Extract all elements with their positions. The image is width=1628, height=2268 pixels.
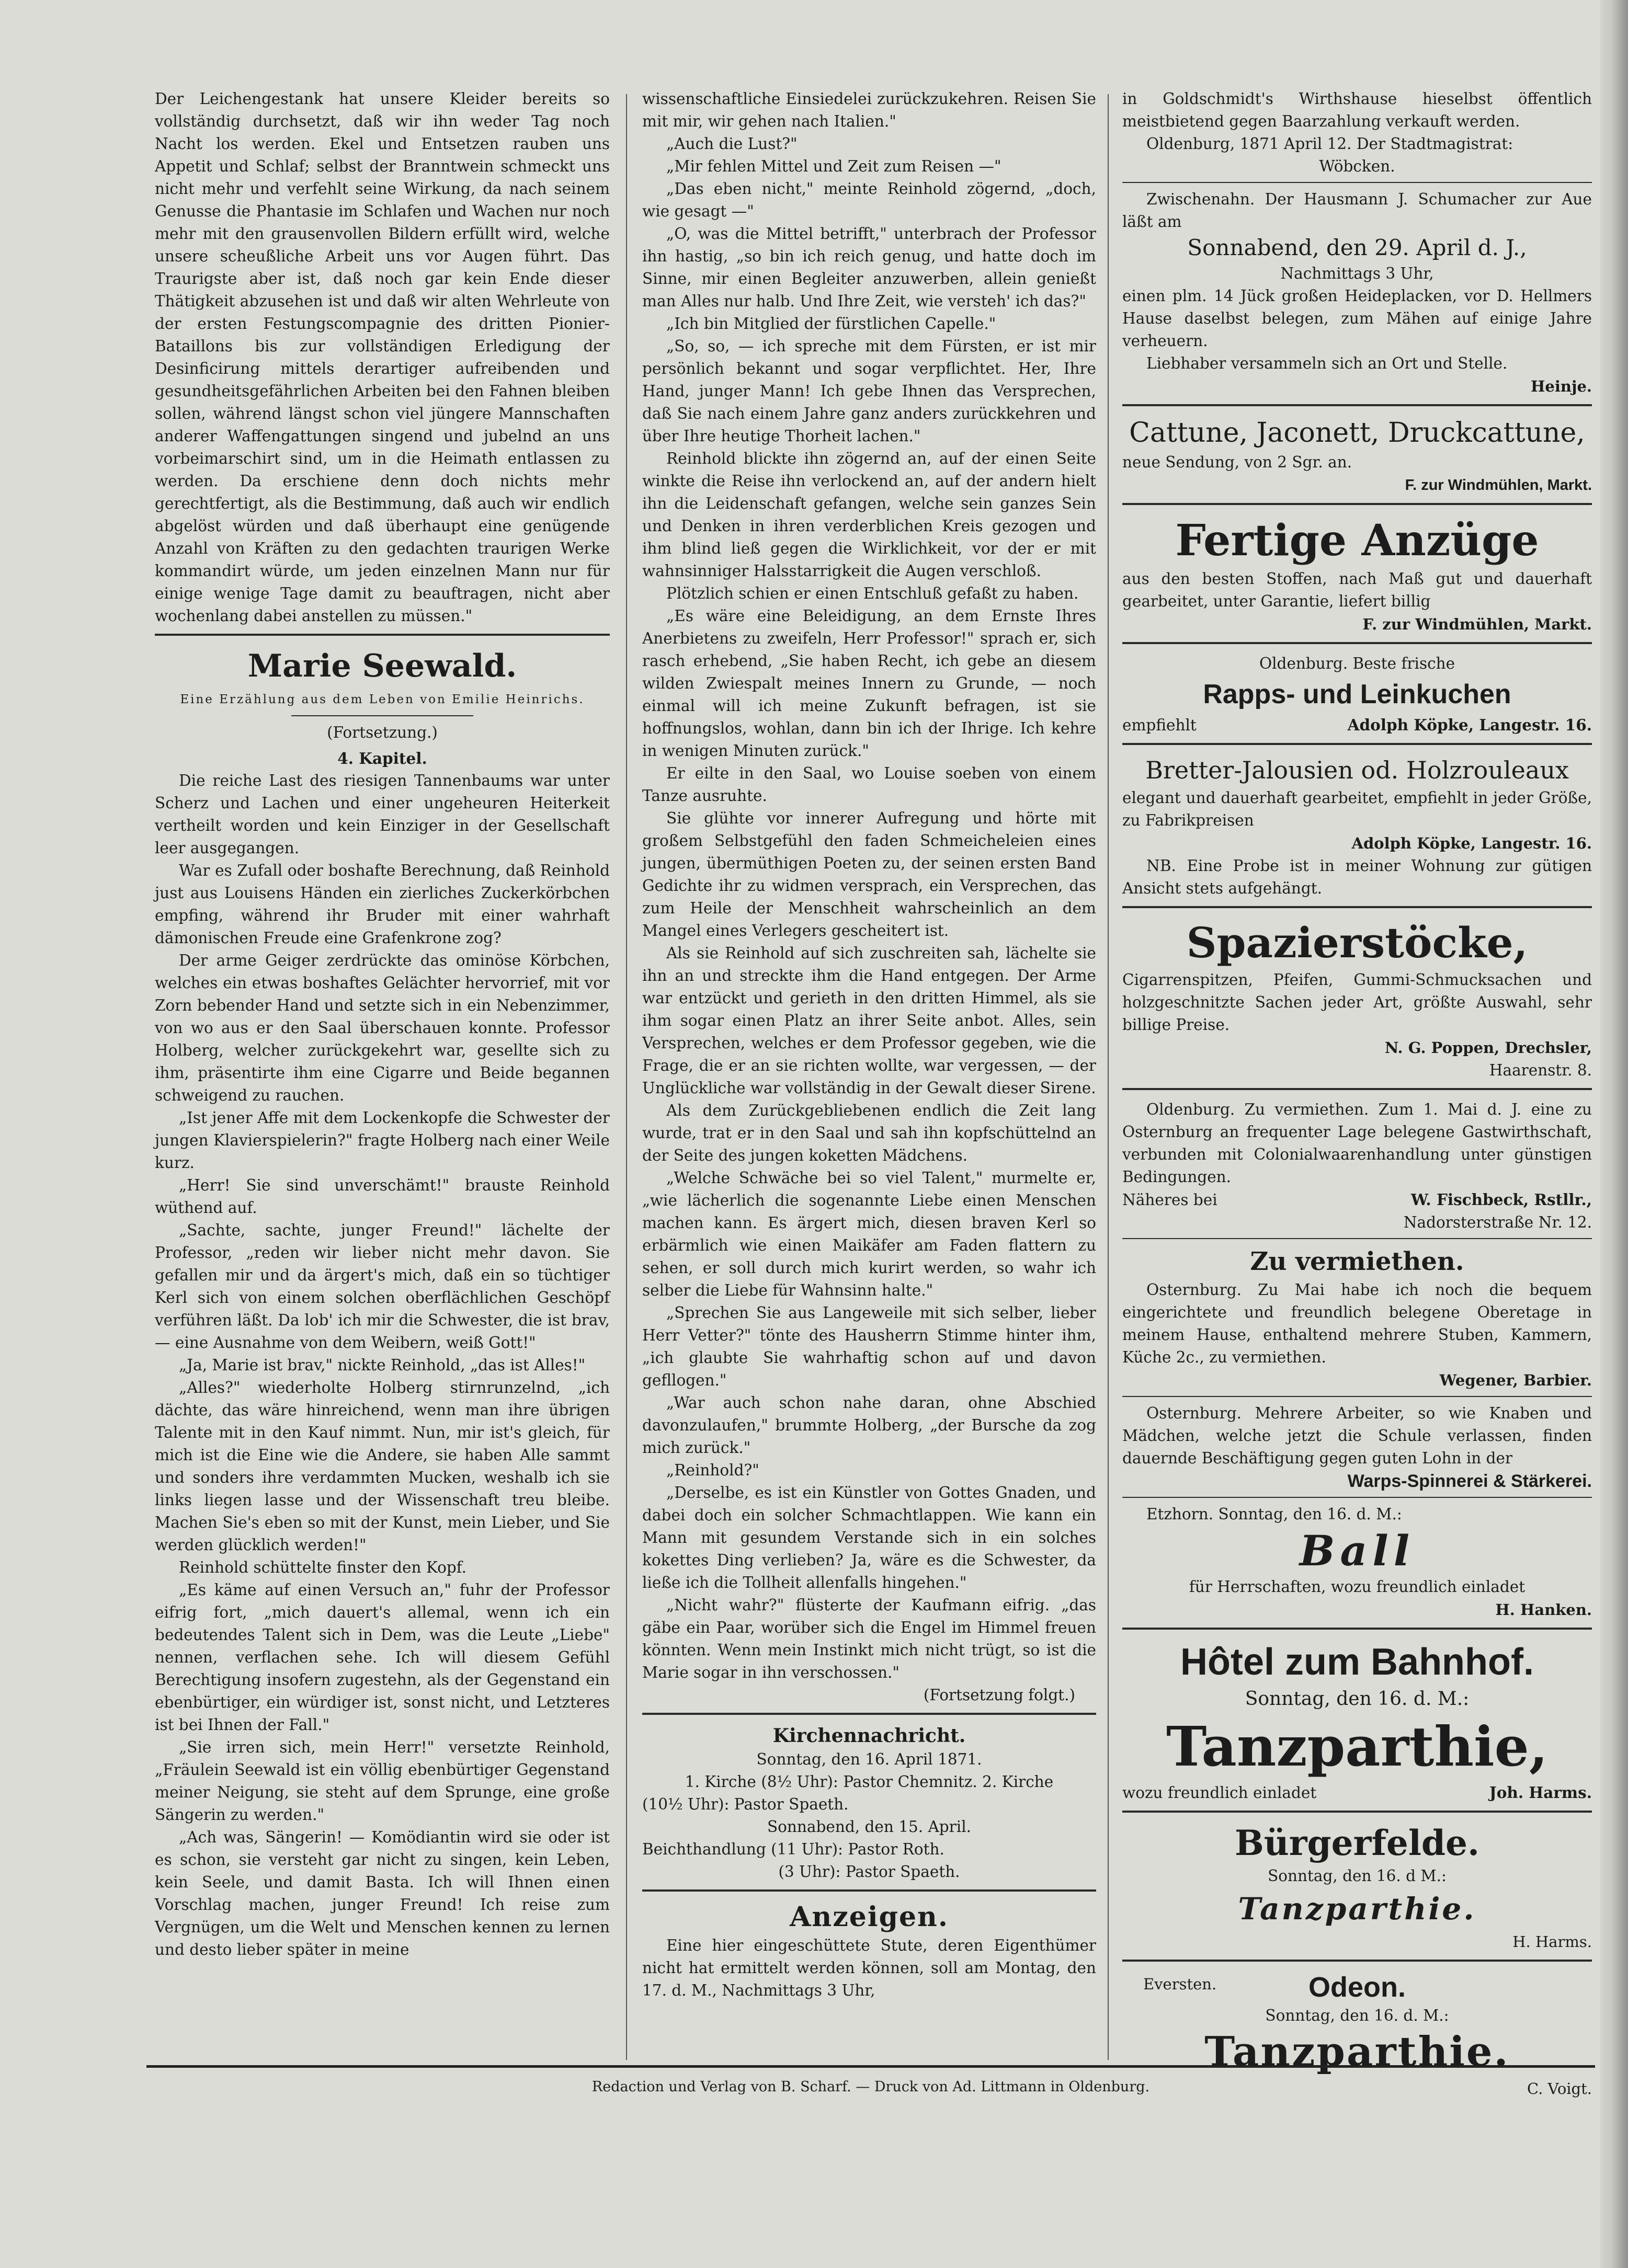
ad-signature: H. Harms.: [1512, 1933, 1592, 1951]
story-paragraph: „Ja, Marie ist brav," nickte Reinhold, „das ist Alles!": [179, 1356, 586, 1374]
continuation-note: (Fortsetzung.): [327, 724, 438, 741]
story-paragraph: „Sprechen Sie aus Langeweile mit sich selber, lieber Herr Vetter?" tönte des Hausherrn Stimme hinter ihm, „ich glaubte Sie wahrhaftig schon auf und davon gefllogen.": [642, 1304, 1096, 1389]
ad-signature: Adolph Köpke, Langestr. 16.: [1347, 716, 1592, 734]
ad-text: Oldenburg. Beste frische: [1259, 655, 1455, 672]
story-paragraph: Plötzlich schien er einen Entschluß gefaßt zu haben.: [666, 585, 1079, 602]
ad-signature: H. Hanken.: [1495, 1601, 1592, 1619]
column-rule: [1108, 94, 1109, 2060]
ad-text: Nachmittags 3 Uhr,: [1280, 265, 1434, 282]
ad-text: Osternburg. Zu Mai habe ich noch die bequem eingerichtete und freundlich belegene Oberetage in meinem Hause, enthaltend mehrere Stuben, Kammern, Küche 2c., zu vermiethen.: [1122, 1281, 1592, 1366]
ad-date-large: Sonnabend, den 29. April d. J.,: [1187, 235, 1527, 260]
ad-text: Näheres bei: [1122, 1191, 1217, 1209]
story-paragraph: War es Zufall oder boshafte Berechnung, daß Reinhold just aus Louisens Händen ein zierliches Zuckerkörbchen empfing, während ihr Bruder mit einer wahrhaft dämonischen Freude eine Grafenkrone zog?: [155, 862, 610, 947]
ad-text: NB. Eine Probe ist in meiner Wohnung zur gütigen Ansicht stets aufgehängt.: [1122, 857, 1592, 897]
ad-signature: F. zur Windmühlen, Markt.: [1362, 615, 1592, 633]
ad-address: Nadorsterstraße Nr. 12.: [1403, 1213, 1592, 1231]
ad-text: Osternburg. Mehrere Arbeiter, so wie Knaben und Mädchen, welche jetzt die Schule verlassen, finden dauernde Beschäftigung gegen guten Lohn in der: [1122, 1404, 1592, 1467]
ad-text: aus den besten Stoffen, nach Maß gut und dauerhaft gearbeitet, unter Garantie, liefert billig: [1122, 570, 1592, 610]
divider: [1122, 1628, 1592, 1630]
ad-headline: Bretter-Jalousien od. Holzrouleaux: [1145, 756, 1569, 784]
divider: [1122, 906, 1592, 908]
ad-headline: Tanzparthie.: [1204, 2028, 1510, 2076]
ad-text: Zwischenahn. Der Hausmann J. Schumacher zur Aue läßt am: [1122, 190, 1592, 231]
story-paragraph: „Es käme auf einen Versuch an," fuhr der Professor eifrig fort, „mich dauert's allemal, wenn ich ein bedeutendes Talent sich in Dem, was die Leute „Liebe" nennen, verflachen sehe. Ich will diesem Gefühl Berechtigung insofern zugestehn, als der Gegenstand ein ebenbürtiger, ein würdiger ist, sonst nicht, und Letzteres ist bei Ihnen der Fall.": [155, 1581, 610, 1734]
story-paragraph: „Ist jener Affe mit dem Lockenkopfe die Schwester der jungen Klavierspielerin?" fragte Holberg nach einer Weile kurz.: [155, 1109, 610, 1172]
story-paragraph: Der arme Geiger zerdrückte das ominöse Körbchen, welches ein etwas boshaftes Gelächter hervorrief, mit vor Zorn bebender Hand und setzte sich in ein Nebenzimmer, von wo aus er den Saal überschauen konnte. Professor Holberg, welcher zurückgekehrt war, gesellte sich zu ihm, präsentirte ihm eine Cigarre und Beide begannen schweigend zu rauchen.: [155, 952, 610, 1104]
story-title: Marie Seewald.: [247, 648, 517, 684]
story-paragraph: Die reiche Last des riesigen Tannenbaums war unter Scherz und Lachen und einer ungeheuren Heiterkeit vertheilt worden und kein Einziger in der Gesellschaft leer ausgegangen.: [155, 772, 610, 857]
divider: [155, 634, 610, 636]
story-paragraph: Reinhold schüttelte finster den Kopf.: [179, 1559, 466, 1576]
divider: [1122, 182, 1592, 183]
story-paragraph: Er eilte in den Saal, wo Louise soeben von einem Tanze ausruhte.: [642, 764, 1096, 805]
continuation-note: (Fortsetzung folgt.): [923, 1686, 1075, 1704]
ad-signature: C. Voigt.: [1527, 2080, 1592, 2098]
ad-signature: Joh. Harms.: [1489, 1783, 1592, 1802]
story-paragraph: Sie glühte vor innerer Aufregung und hörte mit großem Selbstgefühl den faden Schmeicheleien eines jungen, übermüthigen Poeten zu, der seinen ersten Band Gedichte ihr zu widmen versprach, ein Versprechen, das zum Heile der Menschheit wahrscheinlich an dem Mangel eines Verlegers gescheitert ist.: [642, 809, 1096, 940]
story-paragraph: „Es wäre eine Beleidigung, an dem Ernste Ihres Anerbietens zu zweifeln, Herr Professor!" sprach er, sich rasch erhebend, „Sie haben Recht, ich gebe an diesem wilden Zwiespalt meines Innern zu Grunde, — noch einmal will ich meine Zukunft befragen, ist sie hoffnungslos, wohlan, dann bin ich der Ihrige. Ich kehre in wenigen Minuten zurück.": [642, 607, 1096, 760]
story-paragraph: „Mir fehlen Mittel und Zeit zum Reisen —": [666, 157, 1001, 175]
story-paragraph: „Auch die Lust?": [666, 135, 798, 153]
story-subtitle: Eine Erzählung aus dem Leben von Emilie Heinrichs.: [180, 693, 585, 706]
story-paragraph: „Sachte, sachte, junger Freund!" lächelte der Professor, „reden wir lieber nicht mehr davon. Sie gefallen mir und da ärgert's mich, daß ein so tüchtiger Kerl sich von einem solchen oberflächlichen Geschöpf verführen läßt. Da lob' ich mir die Schwester, die ist brav, — eine Ausnahme von dem Weibern, weiß Gott!": [155, 1221, 610, 1351]
divider: [1122, 743, 1592, 745]
column-2: [642, 88, 1096, 2054]
church-notice-title: Kirchennachricht.: [772, 1725, 966, 1747]
story-paragraph: „War auch schon nahe daran, ohne Abschied davonzulaufen," brummte Holberg, „der Bursche da zog mich zurück.": [642, 1394, 1096, 1457]
ad-address: Haarenstr. 8.: [1489, 1061, 1592, 1079]
ad-date: Sonntag, den 16. d M.:: [1268, 1867, 1447, 1885]
church-line: Sonntag, den 16. April 1871.: [756, 1750, 982, 1768]
story-paragraph: „Herr! Sie sind unverschämt!" brauste Reinhold wüthend auf.: [155, 1176, 610, 1217]
ad-headline: Odeon.: [1308, 1972, 1406, 2003]
divider: [642, 1713, 1096, 1715]
ad-date: Sonntag, den 16. d. M.:: [1265, 2007, 1449, 2024]
divider: [1122, 642, 1592, 644]
ad-text: Liebhaber versammeln sich an Ort und Stelle.: [1146, 354, 1508, 372]
ad-headline: Fertige Anzüge: [1175, 516, 1539, 566]
story-paragraph: wissenschaftliche Einsiedelei zurückzukehren. Reisen Sie mit mir, wir gehen nach Italien.": [642, 90, 1096, 130]
story-paragraph: Reinhold blickte ihn zögernd an, auf der einen Seite winkte die Reise ihn verlockend an, auf der andern hielt ihn die Leidenschaft gefangen, welche sein ganzes Sein und Denken in ihren verderblichen Kreis gezogen und ihm blind ließ gegen die Wirklichkeit, vor der er mit wahnsinniger Halsstarrigkeit die Augen verschloß.: [642, 450, 1096, 580]
ad-headline: Zu vermiethen.: [1250, 1247, 1464, 1276]
story-paragraph: „So, so, — ich spreche mit dem Fürsten, er ist mir persönlich bekannt und sogar verpflichtet. Her, Ihre Hand, junger Mann! Ich gebe Ihnen das Versprechen, daß Sie nach einem Jahre ganz anders zurückkehren und über Ihre heutige Thorheit lachen.": [642, 337, 1096, 445]
ad-headline: Hôtel zum Bahnhof.: [1180, 1641, 1534, 1683]
column-3-ads: [1122, 88, 1592, 2098]
divider: [291, 715, 473, 716]
page-edge: [1600, 0, 1628, 2268]
divider: [1122, 503, 1592, 505]
church-line: (10½ Uhr): Pastor Spaeth.: [642, 1795, 849, 1813]
ad-text: Oldenburg. Zu vermiethen. Zum 1. Mai d. J. eine zu Osternburg an frequenter Lage belegene Gastwirthschaft, verbunden mit Colonialwaarenhandlung unter günstigen Bedingungen.: [1122, 1101, 1592, 1186]
ad-signature: W. Fischbeck, Rstllr.,: [1410, 1190, 1592, 1209]
ad-text: Eine hier eingeschüttete Stute, deren Eigenthümer nicht hat ermittelt werden können, soll am Montag, den 17. d. M., Nachmittags 3 Uhr,: [642, 1937, 1096, 1999]
footer-rule: [146, 2065, 1595, 2068]
ad-text: Eversten.: [1143, 1975, 1217, 1993]
column-1: [155, 88, 610, 2054]
divider: [1122, 1238, 1592, 1239]
ad-signature: Warps-Spinnerei & Stärkerei.: [1347, 1471, 1592, 1491]
ad-text: wozu freundlich einladet: [1122, 1784, 1317, 1802]
ad-headline: Rapps- und Leinkuchen: [1203, 679, 1511, 709]
story-paragraph: „Reinhold?": [666, 1461, 759, 1479]
chapter-heading: 4. Kapitel.: [337, 749, 427, 768]
ad-headline: Ball: [1299, 1526, 1415, 1575]
ad-headline: Spazierstöcke,: [1186, 918, 1528, 967]
ad-text: neue Sendung, von 2 Sgr. an.: [1122, 453, 1352, 471]
story-paragraph: „Ach was, Sängerin! — Komödiantin wird sie oder ist es schon, sie versteht gar nicht zu singen, kein Leben, kein Seele, und damit Basta. Ich will Ihnen einen Vorschlag machen, junger Freund! Ich reise zum Vergnügen, um die Welt und Menschen kennen zu lernen und desto lieber später in meine: [155, 1828, 610, 1958]
ad-text: einen plm. 14 Jück großen Heideplacken, vor D. Hellmers Hause daselbst belegen, zum Mähen auf einige Jahre verheuern.: [1122, 287, 1592, 350]
story-paragraph: „Sie irren sich, mein Herr!" versetzte Reinhold, „Fräulein Seewald ist ein völlig ebenbürtiger Gegenstand meiner Neigung, sie steht auf dem Sprunge, eine große Sängerin zu werden.": [155, 1738, 610, 1824]
church-line: Beichthandlung (11 Uhr): Pastor Roth.: [642, 1840, 944, 1858]
story-paragraph: „Nicht wahr?" flüsterte der Kaufmann eifrig. „das gäbe ein Paar, worüber sich die Engel im Himmel freuen könnten. Wenn mein Instinkt mich nicht trügt, so ist die Marie sogar in ihn verschossen.": [642, 1596, 1096, 1681]
divider: [642, 1889, 1096, 1892]
story-paragraph: Als dem Zurückgebliebenen endlich die Zeit lang wurde, trat er in den Saal und sah ihn kopfschüttelnd an der Seite des jungen koketten Mädchens.: [642, 1102, 1096, 1164]
ad-date: Sonntag, den 16. d. M.:: [1245, 1688, 1470, 1710]
church-line: 1. Kirche (8½ Uhr): Pastor Chemnitz. 2. Kirche: [685, 1773, 1054, 1791]
divider: [1122, 404, 1592, 406]
ad-text: empfiehlt: [1122, 716, 1197, 734]
ad-headline: Tanzparthie.: [1238, 1891, 1476, 1927]
ad-headline: Bürgerfelde.: [1234, 1823, 1480, 1863]
divider: [1122, 1960, 1592, 1962]
story-paragraph: „O, was die Mittel betrifft," unterbrach der Professor ihn hastig, „so bin ich reich genug, und hatte doch im Sinne, mir einen Begleiter anzuwerben, allein genießt man Alles nur halb. Und Ihre Zeit, wie versteh' ich das?": [642, 225, 1096, 310]
story-paragraph: „Ich bin Mitglied der fürstlichen Capelle.": [666, 315, 996, 333]
church-line: Sonnabend, den 15. April.: [767, 1818, 972, 1836]
article-ending: Der Leichengestank hat unsere Kleider bereits so vollständig durchsetzt, daß wir ihn weder Tag noch Nacht los werden. Ekel und Entsetzen rauben uns Appetit und Schlaf; selbst der Branntwein schmeckt uns nicht mehr und verfehlt seine Wirkung, da nach seinem Genusse die Phantasie im Schlafen und Wachen nur noch mehr mit den grausenvollen Bildern erfüllt wird, welche unsere scheußliche Arbeit uns vor Augen führt. Das Traurigste aber ist, daß noch gar kein Ende dieser Thätigkeit abzusehen ist und daß wir alten Wehrleute von der ersten Festungscompagnie des dritten Pionier-Bataillons bis zur vollständigen Erledigung der Desinficirung mittels derartiger aufreibenden und gesundheitsgefährlichen Arbeiten bei den Fahnen bleiben sollen, während längst schon viel jüngere Mannschaften anderer Waffengattungen singend und jubelnd an uns vorbeimarschirt sind, um in die Heimath entlassen zu werden. Da erschiene denn doch nichts mehr gerechtfertigt, als die Bestimmung, daß auch wir endlich abgelöst würden und daß überhaupt eine genügende Anzahl von Kräften zu den gedachten traurigen Werke kommandirt würde, um jeden einzelnen Mann nur für einige wenige Tage damit zu beauftragen, nicht aber wochenlang dabei anstellen zu müssen.": [155, 90, 610, 625]
column-rule: [626, 94, 627, 2060]
ad-signature: Wöbcken.: [1319, 157, 1395, 175]
imprint-footer: Redaction und Verlag von B. Scharf. — Druck von Ad. Littmann in Oldenburg.: [591, 2079, 1150, 2095]
ad-text: Etzhorn. Sonntag, den 16. d. M.:: [1146, 1505, 1402, 1523]
ad-headline: Cattune, Jaconett, Druckcattune,: [1129, 417, 1585, 449]
ad-text: Cigarrenspitzen, Pfeifen, Gummi-Schmucksachen und holzgeschnitzte Sachen jeder Art, größte Auswahl, sehr billige Preise.: [1122, 971, 1592, 1034]
ad-text: in Goldschmidt's Wirthshause hieselbst öffentlich meistbietend gegen Baarzahlung verkauft werden.: [1122, 90, 1592, 130]
ad-headline: Tanzparthie,: [1166, 1714, 1548, 1779]
story-paragraph: „Das eben nicht," meinte Reinhold zögernd, „doch, wie gesagt —": [642, 180, 1096, 220]
story-paragraph: Als sie Reinhold auf sich zuschreiten sah, lächelte sie ihn an und streckte ihm die Hand entgegen. Der Arme war entzückt und gerieth in den dritten Himmel, als sie ihm sogar einen Platz an ihrer Seite anbot. Alles, sein Versprechen, welches er dem Professor gegeben, wie die Frage, die er an sie richten wollte, war vergessen, — der Unglückliche war vollständig in der Gewalt dieser Sirene.: [642, 944, 1096, 1097]
ad-signature: Heinje.: [1531, 377, 1592, 395]
ad-signature: Adolph Köpke, Langestr. 16.: [1351, 834, 1592, 852]
church-line: (3 Uhr): Pastor Spaeth.: [778, 1863, 960, 1881]
story-paragraph: „Welche Schwäche bei so viel Talent," murmelte er, „wie lächerlich die sogenannte Liebe einen Menschen machen kann. Es ärgert mich, diesen braven Kerl so erbärmlich wie einen Maikäfer am Faden flattern zu sehen, er soll durch mich kurirt werden, so wahr ich selber die Liebe für Wahnsinn halte.": [642, 1169, 1096, 1299]
divider: [1122, 1497, 1592, 1498]
divider: [1122, 1088, 1592, 1090]
story-paragraph: „Derselbe, es ist ein Künstler von Gottes Gnaden, und dabei doch ein solcher Schmachtlappen. Wie kann ein Mann mit gesundem Verstande sich in ein solches kokettes Ding verlieben? Ja, wäre es die Schwester, da ließe ich die Tollheit allenfalls hingehen.": [642, 1484, 1096, 1591]
ads-section-title: Anzeigen.: [790, 1901, 949, 1933]
ad-signature: Wegener, Barbier.: [1439, 1371, 1592, 1389]
ad-date: Oldenburg, 1871 April 12. Der Stadtmagistrat:: [1146, 135, 1513, 153]
story-paragraph: „Alles?" wiederholte Holberg stirnrunzelnd, „ich dächte, das wäre hinreichend, wenn man ihre übrigen Talente mit in den Kauf nimmt. Nun, mir ist's gleich, für mich ist die Eine wie die Andere, sie haben Alle sammt und sonders ihre verdammten Mucken, weshalb ich sie links liegen lasse und der Wissenschaft treu bleibe. Machen Sie's eben so mit der Kunst, mein Lieber, und Sie werden glücklich werden!": [155, 1379, 610, 1554]
ad-signature: N. G. Poppen, Drechsler,: [1384, 1039, 1592, 1057]
ad-text: elegant und dauerhaft gearbeitet, empfiehlt in jeder Größe, zu Fabrikpreisen: [1122, 789, 1592, 829]
ad-text: für Herrschaften, wozu freundlich einladet: [1189, 1578, 1525, 1596]
divider: [1122, 1811, 1592, 1813]
divider: [1122, 1396, 1592, 1397]
ad-signature: F. zur Windmühlen, Markt.: [1405, 477, 1592, 494]
